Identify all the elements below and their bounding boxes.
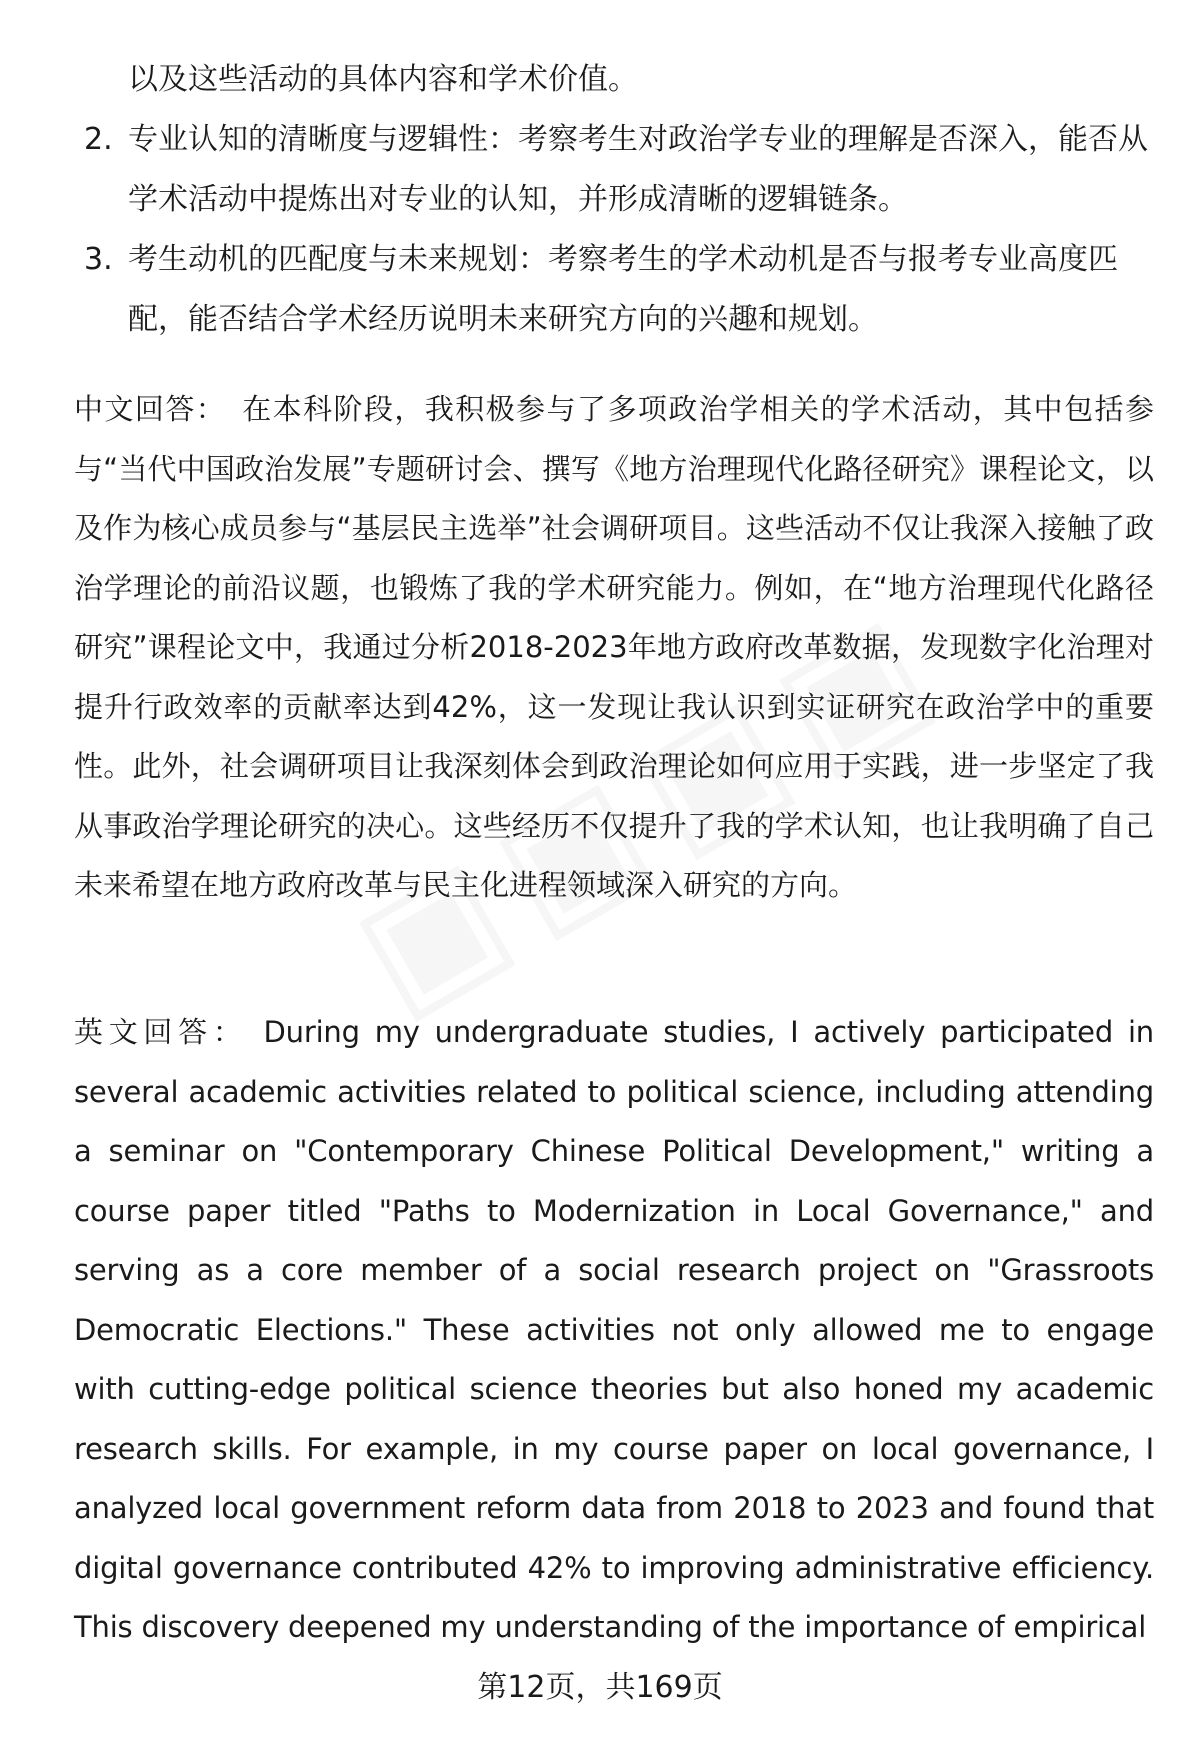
list-item-text: 专业认知的清晰度与逻辑性：考察考生对政治学专业的理解是否深入，能否从学术活动中提炼出对专业的认知，并形成清晰的逻辑链条。 bbox=[128, 122, 1148, 217]
chinese-answer-label: 中文回答： bbox=[74, 392, 227, 426]
list-item-text: 考生动机的匹配度与未来规划：考察考生的学术动机是否与报考专业高度匹配，能否结合学术经历说明未来研究方向的兴趣和规划。 bbox=[128, 242, 1118, 337]
page-number-footer: 第12页，共169页 bbox=[477, 1670, 723, 1705]
english-answer-label: 英文回答： bbox=[74, 1015, 248, 1049]
list-item bbox=[74, 110, 1154, 230]
list-item-number: 2. bbox=[84, 122, 113, 157]
english-answer-text: During my undergraduate studies, I actively participated in several academic activities related to political science, including attending a seminar on "Contemporary Chinese Political Development," writing a course paper titled "Paths to Modernization in Local Governance," and serving as a core member of a social research project on "Grassroots Democratic Elections." These activities not only allowed me to engage with cutting-edge political science theories but also honed my academic research skills. For example, in my course paper on local governance, I analyzed local government reform data from 2018 to 2023 and found that digital governance contributed 42% to improving administrative efficiency. This discovery deepened my understanding of the importance of empirical bbox=[74, 1015, 1154, 1644]
chinese-answer-text: 在本科阶段，我积极参与了多项政治学相关的学术活动，其中包括参与“当代中国政治发展”专题研讨会、撰写《地方治理现代化路径研究》课程论文，以及作为核心成员参与“基层民主选举”社会调研项目。这些活动不仅让我深入接触了政治学理论的前沿议题，也锻炼了我的学术研究能力。例如，在“地方治理现代化路径研究”课程论文中，我通过分析2018-2023年地方政府改革数据，发现数字化治理对提升行政效率的贡献率达到42%，这一发现让我认识到实证研究在政治学中的重要性。此外，社会调研项目让我深刻体会到政治理论如何应用于实践，进一步坚定了我从事政治学理论研究的决心。这些经历不仅提升了我的学术认知，也让我明确了自己未来希望在地方政府改革与民主化进程领域深入研究的方向。 bbox=[74, 392, 1154, 902]
english-answer-paragraph bbox=[74, 1003, 1154, 1658]
list-item-number: 3. bbox=[84, 242, 113, 277]
list-continuation: 以及这些活动的具体内容和学术价值。 bbox=[128, 62, 638, 97]
list-item bbox=[74, 230, 1154, 350]
chinese-answer-paragraph bbox=[74, 380, 1154, 916]
criteria-list bbox=[74, 50, 1154, 350]
